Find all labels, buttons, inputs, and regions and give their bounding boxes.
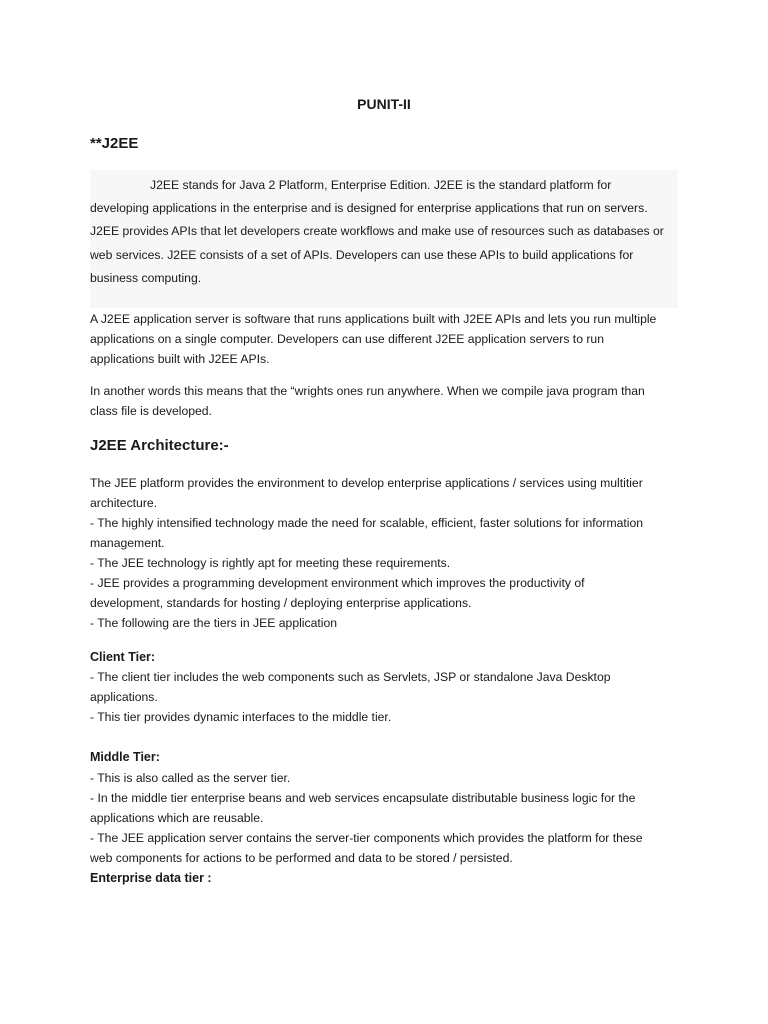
middle-tier-heading: Middle Tier: [90,750,160,764]
section-heading-architecture: J2EE Architecture:- [90,437,229,454]
app-server-paragraph [90,309,680,369]
run-anywhere-paragraph [90,381,680,421]
paragraph-line: In another words this means that the “wrights ones run anywhere. When we compile java program than [90,384,645,398]
section-heading-j2ee: **J2EE [90,135,139,152]
paragraph-line: applications which are reusable. [90,811,264,825]
paragraph-line: business computing. [90,270,202,285]
enterprise-data-tier-heading: Enterprise data tier : [90,871,212,885]
paragraph-line: - In the middle tier enterprise beans and web services encapsulate distributable business logic for the [90,791,636,805]
architecture-paragraph [90,473,680,633]
paragraph-line: web services. J2EE consists of a set of APIs. Developers can use these APIs to build applications for [90,247,634,262]
client-tier-paragraph [90,667,680,727]
paragraph-line: The JEE platform provides the environment to develop enterprise applications / services using multitier [90,476,643,490]
paragraph-line: - The JEE technology is rightly apt for meeting these requirements. [90,556,451,570]
paragraph-line: web components for actions to be performed and data to be stored / persisted. [90,851,513,865]
paragraph-line: class file is developed. [90,404,212,418]
paragraph-line: - The highly intensified technology made the need for scalable, efficient, faster solutions for information [90,516,644,530]
paragraph-line: development, standards for hosting / deploying enterprise applications. [90,596,472,610]
client-tier-heading: Client Tier: [90,650,156,664]
page-title: PUNIT-II [357,96,411,112]
paragraph-line: developing applications in the enterprise and is designed for enterprise applications that run on servers. [90,201,648,216]
paragraph-line: architecture. [90,496,158,510]
middle-tier-paragraph [90,768,680,868]
paragraph-line: applications built with J2EE APIs. [90,352,270,366]
paragraph-line: - This tier provides dynamic interfaces to the middle tier. [90,710,392,724]
j2ee-intro-paragraph [90,174,680,290]
paragraph-line: applications. [90,690,158,704]
paragraph-line: - The JEE application server contains the server-tier components which provides the platform for these [90,831,643,845]
paragraph-line: J2EE provides APIs that let developers create workflows and make use of resources such as databases or [90,224,664,239]
paragraph-line: - JEE provides a programming development environment which improves the productivity of [90,576,585,590]
paragraph-line: J2EE stands for Java 2 Platform, Enterprise Edition. J2EE is the standard platform for [150,178,612,192]
paragraph-line: - The following are the tiers in JEE application [90,616,338,630]
paragraph-line: - The client tier includes the web components such as Servlets, JSP or standalone Java Desktop [90,670,611,684]
paragraph-line: - This is also called as the server tier. [90,771,291,785]
paragraph-line: A J2EE application server is software that runs applications built with J2EE APIs and lets you run multiple [90,312,657,326]
paragraph-line: management. [90,536,165,550]
paragraph-line: applications on a single computer. Developers can use different J2EE application servers to run [90,332,604,346]
